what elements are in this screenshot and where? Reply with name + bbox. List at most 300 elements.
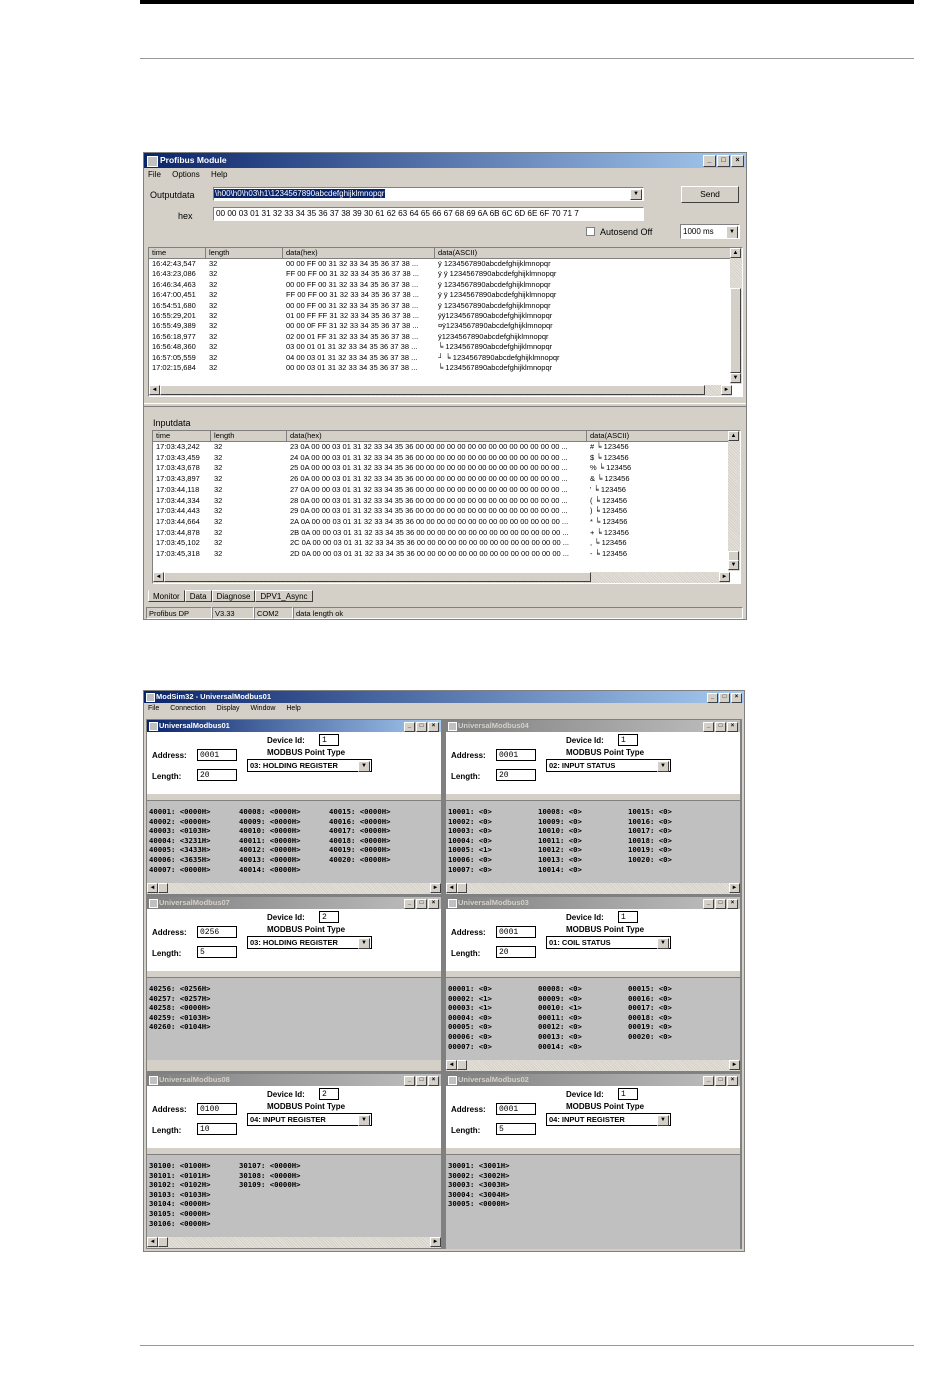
register-value: 10019: <0> <box>628 845 672 855</box>
footer-rule <box>140 1345 914 1346</box>
row-data-ascii: ÿ 1234567890abcdefghijklmnopqr <box>438 259 551 268</box>
scroll-up-icon[interactable]: ▲ <box>728 431 739 441</box>
row-length: 32 <box>214 538 223 548</box>
row-data-ascii: ÿÿ1234567890abcdefghijklmnopqr <box>438 311 553 320</box>
register-column <box>239 807 301 874</box>
row-time: 17:03:45,318 <box>156 549 200 558</box>
register-column <box>538 984 582 1051</box>
scroll-left-icon[interactable]: ◄ <box>153 572 164 582</box>
register-value: 10002: <0> <box>448 816 492 826</box>
output-hscrollbar[interactable] <box>149 385 732 396</box>
maximize-icon[interactable]: □ <box>715 722 726 732</box>
point-type-label: MODBUS Point Type <box>267 925 346 934</box>
child-titlebar[interactable] <box>147 1074 441 1086</box>
address-input[interactable]: 0001 <box>496 749 536 761</box>
doc-icon <box>448 1076 457 1085</box>
scroll-left-icon[interactable]: ◄ <box>446 1060 457 1070</box>
output-vscrollbar[interactable] <box>730 248 742 384</box>
address-label: Address: <box>451 751 486 760</box>
address-label: Address: <box>152 751 187 760</box>
row-time: 17:03:43,459 <box>156 452 200 462</box>
register-value: 10017: <0> <box>628 826 672 836</box>
minimize-icon[interactable]: _ <box>703 899 714 909</box>
app-icon <box>147 156 158 167</box>
register-value: 10018: <0> <box>628 835 672 845</box>
list-item[interactable] <box>153 463 730 474</box>
child-title: UniversalModbus02 <box>458 1075 529 1084</box>
close-icon[interactable]: × <box>731 693 742 703</box>
row-time: 17:02:15,684 <box>152 363 196 372</box>
length-input[interactable]: 5 <box>496 1123 536 1135</box>
scroll-thumb[interactable] <box>457 883 467 893</box>
menu-bar <box>144 703 744 714</box>
register-value: 00001: <0> <box>448 984 492 993</box>
row-length: 32 <box>209 259 218 268</box>
window-buttons <box>703 1076 738 1086</box>
list-item[interactable] <box>149 301 732 311</box>
list-item[interactable] <box>149 342 732 352</box>
scroll-left-icon[interactable]: ◄ <box>147 1237 158 1247</box>
row-data-hex: 00 00 FF 00 31 32 33 34 35 36 37 38 ... <box>286 259 419 268</box>
address-input[interactable]: 0001 <box>496 926 536 938</box>
status-port: COM2 <box>254 607 293 619</box>
row-length: 32 <box>214 506 223 516</box>
col-length[interactable]: length <box>211 431 287 441</box>
address-input[interactable]: 0100 <box>197 1103 237 1115</box>
window-buttons <box>404 1076 439 1086</box>
register-value: 30003: <3003H> <box>448 1180 510 1190</box>
list-item[interactable] <box>149 311 732 321</box>
list-item[interactable] <box>153 453 730 464</box>
register-grid[interactable] <box>147 977 441 1060</box>
point-type-label: MODBUS Point Type <box>566 748 645 757</box>
register-value: 10007: <0> <box>448 864 492 874</box>
register-value: 00018: <0> <box>628 1012 672 1022</box>
point-type-select[interactable] <box>546 1113 671 1126</box>
row-data-hex: 25 0A 00 00 03 01 31 32 33 34 35 36 00 00 00 00 00 00 00 00 00 00 00 00 00 00 ... <box>290 463 568 473</box>
modsim-titlebar[interactable] <box>144 691 744 703</box>
input-vscrollbar[interactable] <box>728 431 740 571</box>
register-value: 10013: <0> <box>538 854 582 864</box>
device-id-input[interactable]: 1 <box>618 734 638 746</box>
child-titlebar[interactable] <box>446 897 740 909</box>
point-type-label: MODBUS Point Type <box>566 1102 645 1111</box>
list-item[interactable] <box>149 269 732 279</box>
scroll-down-icon[interactable]: ▼ <box>730 373 741 383</box>
row-data-hex: 2C 0A 00 00 03 01 31 32 33 34 35 36 00 00 00 00 00 00 00 00 00 00 00 00 00 00 ... <box>290 538 569 548</box>
mdi-area <box>146 719 742 1249</box>
minimize-icon[interactable]: _ <box>703 722 714 732</box>
outputdata-value[interactable]: \h00\h0\h03\h1\1234567890abcdefghijklmnopqr <box>215 189 385 198</box>
row-time: 17:03:44,878 <box>156 527 200 537</box>
row-data-ascii: # ╘ 123456 <box>590 442 629 451</box>
tab-diagnose[interactable]: Diagnose <box>212 590 256 602</box>
scroll-right-icon[interactable]: ► <box>729 1060 740 1070</box>
tab-monitor[interactable]: Monitor <box>148 590 185 602</box>
row-data-hex: 00 00 0F FF 31 32 33 34 35 36 37 38 ... <box>286 321 419 331</box>
minimize-icon[interactable]: _ <box>404 1076 415 1086</box>
scroll-up-icon[interactable]: ▲ <box>730 248 741 258</box>
tab-data[interactable]: Data <box>185 590 212 602</box>
row-length: 32 <box>214 474 223 484</box>
register-value: 00020: <0> <box>628 1031 672 1041</box>
child-hscrollbar[interactable] <box>446 1060 740 1071</box>
address-input[interactable]: 0001 <box>197 749 237 761</box>
maximize-icon[interactable]: □ <box>719 693 730 703</box>
list-item[interactable] <box>153 549 730 560</box>
point-type-select[interactable] <box>247 1113 372 1126</box>
list-item[interactable] <box>153 506 730 517</box>
row-data-hex: 26 0A 00 00 03 01 31 32 33 34 35 36 00 00 00 00 00 00 00 00 00 00 00 00 00 00 ... <box>290 474 568 484</box>
register-value: 30109: <0000H> <box>239 1180 301 1190</box>
register-column <box>239 1161 301 1190</box>
row-length: 32 <box>214 452 223 462</box>
splitter[interactable] <box>144 403 746 407</box>
row-data-ascii: + ╘ 123456 <box>590 527 629 537</box>
menu-help[interactable]: Help <box>210 170 228 179</box>
row-data-ascii: ( ╘ 123456 <box>590 495 628 505</box>
register-value: 40017: <0000H> <box>329 826 391 836</box>
input-hscrollbar[interactable] <box>153 572 730 583</box>
maximize-icon[interactable]: □ <box>715 1076 726 1086</box>
row-data-hex: 2B 0A 00 00 03 01 31 32 33 34 35 36 00 00 00 00 00 00 00 00 00 00 00 00 00 00 ... <box>290 527 569 537</box>
chevron-down-icon[interactable]: ▼ <box>358 761 370 772</box>
row-data-ascii: ÿ 1234567890abcdefghijklmnopqr <box>438 300 551 310</box>
device-id-input[interactable]: 1 <box>319 734 339 746</box>
row-time: 16:57:05,559 <box>152 352 196 362</box>
tab-dpv1-async[interactable]: DPV1_Async <box>255 590 312 602</box>
row-data-ascii: ╘ 1234567890abcdefghijklmnopqr <box>438 342 553 352</box>
scroll-right-icon[interactable]: ► <box>430 883 441 893</box>
child-titlebar[interactable] <box>147 720 441 732</box>
close-icon[interactable]: × <box>731 155 744 167</box>
row-length: 32 <box>214 484 223 494</box>
register-value: 40002: <0000H> <box>149 816 211 826</box>
length-input[interactable]: 5 <box>197 946 237 958</box>
scroll-thumb[interactable] <box>158 883 168 893</box>
modbus-child-window[interactable] <box>445 719 741 895</box>
status-version: V3.33 <box>212 607 254 619</box>
scroll-down-icon[interactable]: ▼ <box>728 560 739 570</box>
list-item[interactable] <box>149 363 732 373</box>
header-rule <box>140 0 914 4</box>
col-data-hex[interactable]: data(hex) <box>287 431 587 441</box>
register-value: 10010: <0> <box>538 826 582 836</box>
row-length: 32 <box>209 279 218 289</box>
row-length: 32 <box>209 363 218 372</box>
close-icon[interactable]: × <box>727 1076 738 1086</box>
row-data-ascii: ÿ 1234567890abcdefghijklmnopqr <box>438 279 551 289</box>
row-data-hex: 00 00 FF 00 31 32 33 34 35 36 37 38 ... <box>286 279 419 289</box>
register-column <box>149 807 211 874</box>
row-time: 16:47:00,451 <box>152 290 196 300</box>
register-value: 30104: <0000H> <box>149 1199 211 1209</box>
modbus-child-window[interactable] <box>146 896 442 1072</box>
window-buttons <box>703 899 738 909</box>
register-value: 00016: <0> <box>628 993 672 1003</box>
doc-icon <box>149 1076 158 1085</box>
child-titlebar[interactable] <box>446 1074 740 1086</box>
register-value: 40006: <3635H> <box>149 854 211 864</box>
device-id-label: Device Id: <box>566 736 604 745</box>
row-time: 16:56:18,977 <box>152 331 196 341</box>
scroll-thumb[interactable] <box>457 1060 467 1070</box>
point-type-select[interactable] <box>546 936 671 949</box>
menu-bar <box>144 168 746 181</box>
register-value: 10014: <0> <box>538 864 582 874</box>
list-item[interactable] <box>149 280 732 290</box>
row-length: 32 <box>209 290 218 300</box>
register-grid[interactable] <box>446 977 740 1060</box>
close-icon[interactable]: × <box>428 1076 439 1086</box>
point-type-value: 03: HOLDING REGISTER <box>250 938 338 947</box>
modsim-window <box>143 690 745 1252</box>
list-item[interactable] <box>153 528 730 539</box>
register-value: 10001: <0> <box>448 807 492 816</box>
close-icon[interactable]: × <box>727 899 738 909</box>
row-data-ascii: $ ╘ 123456 <box>590 452 629 462</box>
col-data-ascii[interactable]: data(ASCII) <box>587 431 730 441</box>
register-value: 10012: <0> <box>538 845 582 855</box>
scroll-right-icon[interactable]: ► <box>729 883 740 893</box>
length-label: Length: <box>451 1126 481 1135</box>
row-data-hex: 04 00 03 01 31 32 33 34 35 36 37 38 ... <box>286 352 418 362</box>
chevron-down-icon[interactable]: ▼ <box>657 938 669 949</box>
address-input[interactable]: 0001 <box>496 1103 536 1115</box>
row-data-hex: 00 00 03 01 31 32 33 34 35 36 37 38 ... <box>286 363 418 372</box>
row-data-hex: 02 00 01 FF 31 32 33 34 35 36 37 38 ... <box>286 331 419 341</box>
hex-field[interactable]: 00 00 03 01 31 32 33 34 35 36 37 38 39 30 61 62 63 64 65 66 67 68 69 6A 6B 6C 6D 6E 6F 70 71 7 <box>213 207 644 221</box>
row-data-ascii: ÿ ÿ 1234567890abcdefghijklmnopqr <box>438 269 557 279</box>
list-item[interactable] <box>149 353 732 363</box>
child-titlebar[interactable] <box>446 720 740 732</box>
scroll-left-icon[interactable]: ◄ <box>147 883 158 893</box>
length-label: Length: <box>152 949 182 958</box>
register-value: 00004: <0> <box>448 1012 492 1022</box>
register-grid[interactable] <box>446 1154 740 1249</box>
scroll-right-icon[interactable]: ► <box>721 385 732 395</box>
device-id-label: Device Id: <box>267 1090 305 1099</box>
maximize-icon[interactable]: □ <box>416 722 427 732</box>
close-icon[interactable]: × <box>727 722 738 732</box>
device-id-input[interactable]: 1 <box>618 911 638 923</box>
row-data-ascii: ' ╘ 123456 <box>590 484 626 494</box>
register-value: 40014: <0000H> <box>239 864 301 874</box>
col-data-hex[interactable]: data(hex) <box>283 248 435 258</box>
doc-icon <box>149 899 158 908</box>
modbus-child-window[interactable] <box>146 719 442 895</box>
send-button[interactable]: Send <box>681 186 739 203</box>
chevron-down-icon[interactable]: ▼ <box>657 761 669 772</box>
register-grid[interactable] <box>446 800 740 883</box>
minimize-icon[interactable]: _ <box>404 899 415 909</box>
menu-file[interactable]: File <box>148 170 161 179</box>
modbus-child-window[interactable] <box>445 1073 741 1249</box>
child-title: UniversalModbus08 <box>159 1075 230 1084</box>
menu-file[interactable]: File <box>148 705 160 712</box>
close-icon[interactable]: × <box>428 899 439 909</box>
minimize-icon[interactable]: _ <box>703 155 716 167</box>
scroll-thumb[interactable] <box>160 385 705 395</box>
length-input[interactable]: 20 <box>197 769 237 781</box>
output-list[interactable] <box>148 247 743 397</box>
register-value: 00012: <0> <box>538 1022 582 1032</box>
device-id-input[interactable]: 1 <box>618 1088 638 1100</box>
register-value: 00017: <0> <box>628 1003 672 1013</box>
device-id-input[interactable]: 2 <box>319 911 339 923</box>
child-titlebar[interactable] <box>147 897 441 909</box>
minimize-icon[interactable]: _ <box>404 722 415 732</box>
register-value: 30108: <0000H> <box>239 1170 301 1180</box>
child-hscrollbar[interactable] <box>147 1237 441 1248</box>
register-column <box>149 984 211 1032</box>
scroll-left-icon[interactable]: ◄ <box>149 385 160 395</box>
scroll-right-icon[interactable]: ► <box>719 572 730 582</box>
menu-help[interactable]: Help <box>286 705 301 712</box>
menu-window[interactable]: Window <box>250 705 276 712</box>
maximize-icon[interactable]: □ <box>715 899 726 909</box>
point-type-select[interactable] <box>247 759 372 772</box>
register-value: 40003: <0103H> <box>149 826 211 836</box>
modbus-child-window[interactable] <box>146 1073 442 1249</box>
autosend-label: Autosend Off <box>600 227 653 237</box>
status-bar <box>146 607 743 619</box>
point-type-select[interactable] <box>546 759 671 772</box>
autosend-checkbox[interactable] <box>586 227 595 236</box>
col-time[interactable]: time <box>149 248 206 258</box>
point-type-label: MODBUS Point Type <box>566 925 645 934</box>
scroll-left-icon[interactable]: ◄ <box>446 883 457 893</box>
register-grid[interactable] <box>147 800 441 883</box>
point-type-value: 04: INPUT REGISTER <box>549 1115 625 1124</box>
col-time[interactable]: time <box>153 431 211 441</box>
row-time: 17:03:45,102 <box>156 538 200 548</box>
child-hscrollbar[interactable] <box>446 883 740 894</box>
list-item[interactable] <box>149 259 732 269</box>
length-label: Length: <box>451 772 481 781</box>
profibus-window <box>143 152 747 620</box>
register-value: 00008: <0> <box>538 984 582 993</box>
point-type-value: 03: HOLDING REGISTER <box>250 761 338 770</box>
col-length[interactable]: length <box>206 248 283 258</box>
list-item[interactable] <box>153 474 730 485</box>
menu-connection[interactable]: Connection <box>170 705 206 712</box>
length-label: Length: <box>152 772 182 781</box>
length-input[interactable]: 20 <box>496 946 536 958</box>
length-input[interactable]: 20 <box>496 769 536 781</box>
register-value: 40013: <0000H> <box>239 854 301 864</box>
row-length: 32 <box>214 442 223 451</box>
child-form <box>147 1086 441 1148</box>
col-data-ascii[interactable]: data(ASCII) <box>435 248 732 258</box>
chevron-down-icon[interactable]: ▼ <box>358 1115 370 1126</box>
row-data-hex: 2A 0A 00 00 03 01 31 32 33 34 35 36 00 00 00 00 00 00 00 00 00 00 00 00 00 00 ... <box>290 516 569 526</box>
register-value: 30103: <0103H> <box>149 1189 211 1199</box>
row-length: 32 <box>209 311 218 320</box>
input-list-header <box>153 431 730 442</box>
outputdata-combo[interactable] <box>213 187 644 201</box>
child-title: UniversalModbus04 <box>458 721 529 730</box>
list-item[interactable] <box>153 517 730 528</box>
register-value: 00019: <0> <box>628 1022 672 1032</box>
scroll-thumb[interactable] <box>730 288 741 373</box>
maximize-icon[interactable]: □ <box>416 1076 427 1086</box>
list-item[interactable] <box>149 332 732 342</box>
list-item[interactable] <box>149 321 732 331</box>
list-item[interactable] <box>153 496 730 507</box>
list-item[interactable] <box>153 442 730 453</box>
row-time: 17:03:44,334 <box>156 495 200 505</box>
interval-value: 1000 ms <box>683 227 714 236</box>
length-label: Length: <box>451 949 481 958</box>
window-buttons <box>404 722 439 732</box>
row-time: 17:03:43,897 <box>156 474 200 484</box>
register-value: 40011: <0000H> <box>239 835 301 845</box>
row-data-hex: FF 00 FF 00 31 32 33 34 35 36 37 38 ... <box>286 290 420 300</box>
chevron-down-icon[interactable]: ▼ <box>726 226 738 239</box>
interval-select[interactable] <box>680 224 740 239</box>
profibus-titlebar[interactable] <box>144 153 746 168</box>
device-id-label: Device Id: <box>267 736 305 745</box>
row-data-hex: 03 00 01 01 31 32 33 34 35 36 37 38 ... <box>286 342 418 352</box>
register-value: 40005: <3433H> <box>149 845 211 855</box>
device-id-input[interactable]: 2 <box>319 1088 339 1100</box>
register-value: 00002: <1> <box>448 993 492 1003</box>
input-list[interactable] <box>152 430 741 584</box>
row-length: 32 <box>209 352 218 362</box>
scroll-thumb[interactable] <box>164 572 591 582</box>
length-input[interactable]: 10 <box>197 1123 237 1135</box>
child-title: UniversalModbus03 <box>458 898 529 907</box>
minimize-icon[interactable]: _ <box>707 693 718 703</box>
menu-display[interactable]: Display <box>216 705 240 712</box>
child-hscrollbar[interactable] <box>147 883 441 894</box>
address-input[interactable]: 0256 <box>197 926 237 938</box>
child-title: UniversalModbus01 <box>159 721 230 730</box>
register-value: 40020: <0000H> <box>329 854 391 864</box>
chevron-down-icon[interactable]: ▼ <box>630 189 642 200</box>
close-icon[interactable]: × <box>428 722 439 732</box>
scroll-thumb[interactable] <box>158 1237 168 1247</box>
register-column <box>628 984 672 1042</box>
register-column <box>538 807 582 874</box>
point-type-value: 04: INPUT REGISTER <box>250 1115 326 1124</box>
list-item[interactable] <box>153 485 730 496</box>
register-value: 00015: <0> <box>628 984 672 993</box>
point-type-select[interactable] <box>247 936 372 949</box>
register-column <box>149 1161 211 1228</box>
list-item[interactable] <box>149 290 732 300</box>
chevron-down-icon[interactable]: ▼ <box>657 1115 669 1126</box>
row-data-hex: FF 00 FF 00 31 32 33 34 35 36 37 38 ... <box>286 269 420 279</box>
row-data-ascii: ) ╘ 123456 <box>590 506 628 516</box>
modbus-child-window[interactable] <box>445 896 741 1072</box>
register-value: 10003: <0> <box>448 826 492 836</box>
menu-options[interactable]: Options <box>172 170 200 179</box>
chevron-down-icon[interactable]: ▼ <box>358 938 370 949</box>
row-length: 32 <box>214 495 223 505</box>
row-time: 16:42:43,547 <box>152 259 196 268</box>
register-grid[interactable] <box>147 1154 441 1237</box>
list-item[interactable] <box>153 538 730 549</box>
register-value: 40259: <0103H> <box>149 1012 211 1022</box>
register-column <box>448 807 492 874</box>
scroll-right-icon[interactable]: ► <box>430 1237 441 1247</box>
maximize-icon[interactable]: □ <box>416 899 427 909</box>
minimize-icon[interactable]: _ <box>703 1076 714 1086</box>
maximize-icon[interactable]: □ <box>717 155 730 167</box>
address-label: Address: <box>451 1105 486 1114</box>
